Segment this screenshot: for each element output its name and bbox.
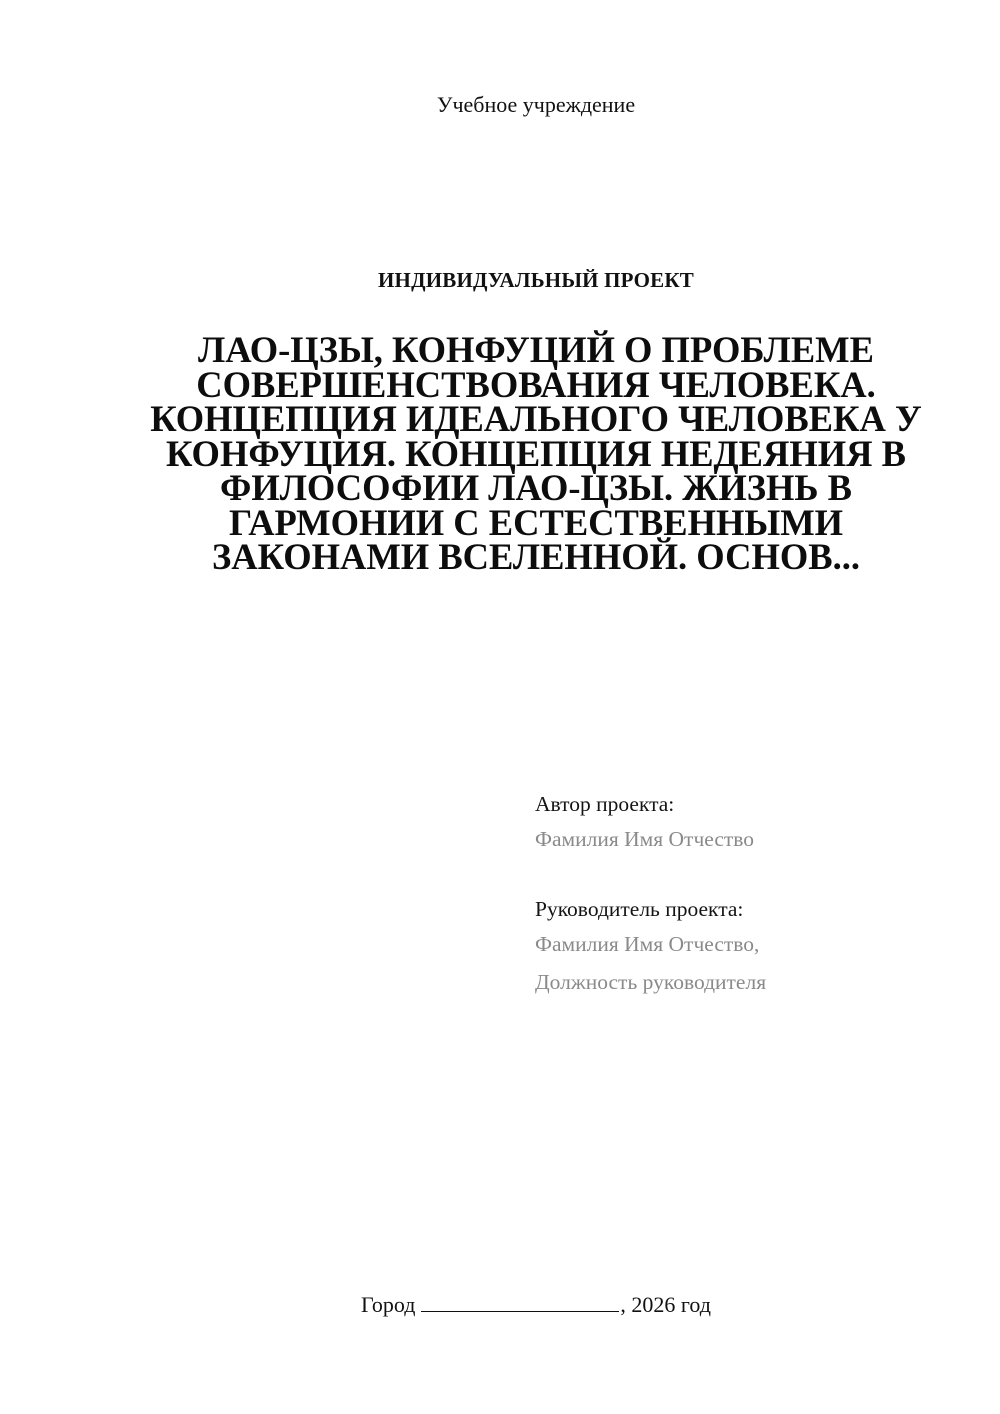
year-text: , 2026 год	[620, 1292, 711, 1317]
supervisor-label: Руководитель проекта:	[535, 897, 744, 921]
author-label: Автор проекта:	[535, 792, 675, 816]
footer-city-year	[0, 1289, 1000, 1318]
supervisor-position: Должность руководителя	[535, 970, 767, 994]
author-block	[535, 788, 955, 858]
city-blank-line	[421, 1289, 619, 1312]
institution-name: Учебное учреждение	[436, 92, 636, 117]
project-title: ЛАО-ЦЗЫ, КОНФУЦИЙ О ПРОБЛЕМЕ СОВЕРШЕНСТВОВАНИЯ ЧЕЛОВЕКА. КОНЦЕПЦИЯ ИДЕАЛЬНОГО ЧЕЛОВЕКА У КОНФУЦИЯ. КОНЦЕПЦИЯ НЕДЕЯНИЯ В ФИЛОСОФИИ ЛАО-ЦЗЫ. ЖИЗНЬ В ГАРМОНИИ С ЕСТЕСТВЕННЫМИ ЗАКОНАМИ ВСЕЛЕННОЙ. ОСНОВ...	[150, 329, 922, 577]
author-name: Фамилия Имя Отчество	[535, 827, 755, 851]
supervisor-block	[535, 893, 955, 1001]
city-label: Город	[361, 1292, 416, 1317]
document-type-heading: ИНДИВИДУАЛЬНЫЙ ПРОЕКТ	[378, 268, 694, 292]
supervisor-name: Фамилия Имя Отчество,	[535, 932, 760, 956]
